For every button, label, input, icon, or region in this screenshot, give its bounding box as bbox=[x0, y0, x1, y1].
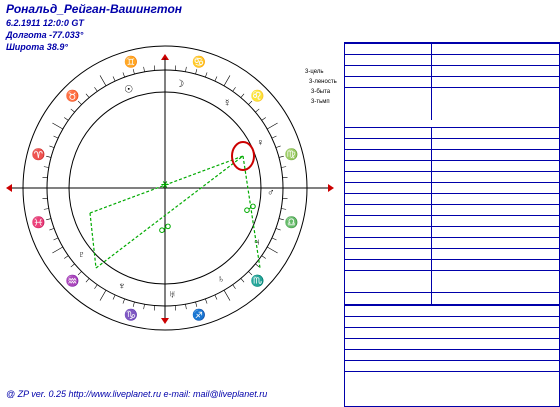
tick-mark bbox=[49, 228, 54, 230]
zodiac-sign-icon: ♐ bbox=[192, 309, 206, 322]
tick-mark bbox=[262, 117, 266, 120]
tick-mark bbox=[224, 290, 230, 300]
tick-mark bbox=[276, 228, 281, 230]
longitude: Долгота -77.033° bbox=[6, 30, 84, 40]
col-header bbox=[347, 305, 368, 306]
list-item bbox=[345, 316, 559, 317]
tick-mark bbox=[113, 77, 115, 82]
tick-mark bbox=[215, 295, 217, 300]
list-item bbox=[345, 160, 559, 161]
list-item bbox=[345, 292, 559, 305]
list-item bbox=[345, 182, 559, 183]
house-label: 3-тьмп bbox=[311, 99, 330, 105]
aspect-label: ☍ bbox=[158, 221, 172, 236]
tick-mark bbox=[46, 156, 51, 157]
section-head-planets bbox=[345, 127, 559, 128]
planet-icon: ♃ bbox=[253, 237, 261, 248]
tick-mark bbox=[52, 123, 62, 129]
list-item bbox=[345, 259, 559, 260]
tick-mark bbox=[144, 304, 145, 309]
arrow-left-icon bbox=[6, 184, 12, 192]
tick-mark bbox=[94, 87, 97, 91]
tick-mark bbox=[248, 271, 252, 275]
col-header bbox=[347, 43, 395, 44]
tick-mark bbox=[267, 123, 277, 129]
list-item bbox=[345, 54, 559, 55]
list-item bbox=[345, 171, 559, 172]
zodiac-sign-icon: ♓ bbox=[31, 216, 46, 229]
tick-mark bbox=[233, 285, 236, 289]
planet-icon: ♅ bbox=[168, 289, 177, 301]
col-header bbox=[347, 127, 382, 128]
tick-mark bbox=[133, 302, 134, 307]
house-label: 3-цель bbox=[305, 69, 324, 75]
tick-mark bbox=[123, 299, 125, 304]
tick-mark bbox=[255, 109, 259, 112]
planet-icon: ♄ bbox=[217, 273, 225, 285]
zodiac-sign-icon: ♋ bbox=[192, 56, 206, 69]
house-label: 3-леность bbox=[309, 79, 337, 85]
tick-mark bbox=[267, 247, 277, 253]
tick-mark bbox=[185, 67, 186, 72]
tick-mark bbox=[44, 167, 49, 168]
list-item bbox=[345, 371, 559, 372]
tick-mark bbox=[64, 256, 68, 259]
section-head-houses bbox=[345, 305, 559, 306]
tick-mark bbox=[279, 156, 284, 157]
tick-mark bbox=[224, 75, 230, 85]
column-divider bbox=[431, 127, 432, 305]
tick-mark bbox=[233, 87, 236, 91]
planet-icon: ♀ bbox=[256, 137, 265, 149]
tick-mark bbox=[281, 167, 286, 168]
zodiac-sign-icon: ♒ bbox=[65, 275, 80, 288]
planet-icon: ♂ bbox=[267, 187, 275, 199]
col-header bbox=[435, 127, 542, 128]
house-label: 3-быта bbox=[311, 89, 331, 95]
tick-mark bbox=[272, 238, 277, 240]
tick-mark bbox=[272, 136, 277, 138]
tick-mark bbox=[46, 219, 51, 220]
tick-mark bbox=[276, 146, 281, 148]
tick-mark bbox=[100, 75, 106, 85]
tick-mark bbox=[123, 72, 125, 77]
tick-mark bbox=[205, 72, 207, 77]
tick-mark bbox=[86, 94, 89, 98]
zodiac-sign-icon: ♈ bbox=[31, 149, 46, 162]
aspect-lines bbox=[90, 156, 260, 268]
planet-icon: ♆ bbox=[118, 280, 126, 292]
zodiac-sign-icon: ♏ bbox=[250, 275, 265, 288]
zodiac-sign-icon: ♉ bbox=[65, 90, 80, 103]
tick-mark bbox=[255, 264, 259, 267]
aspect-label: ⚹ bbox=[161, 176, 169, 191]
tick-mark bbox=[94, 285, 97, 289]
list-item bbox=[345, 270, 559, 271]
zodiac-sign-icon: ♊ bbox=[124, 56, 138, 69]
tick-mark bbox=[144, 67, 145, 72]
tick-mark bbox=[262, 256, 266, 259]
aspect-line bbox=[90, 213, 96, 268]
list-item bbox=[345, 193, 559, 194]
tick-mark bbox=[215, 77, 217, 82]
tick-mark bbox=[113, 295, 115, 300]
list-item bbox=[345, 327, 559, 328]
tick-mark bbox=[133, 69, 134, 74]
chart-title: Рональд_Рейган-Вашингтон bbox=[6, 2, 183, 16]
tick-mark bbox=[279, 219, 284, 220]
tick-mark bbox=[54, 238, 59, 240]
tick-mark bbox=[64, 117, 68, 120]
list-item bbox=[345, 226, 559, 227]
tick-mark bbox=[86, 278, 89, 282]
planet-icon: ☿ bbox=[223, 98, 232, 110]
col-header bbox=[435, 43, 493, 44]
list-item bbox=[345, 237, 559, 238]
zodiac-sign-icon: ♑ bbox=[124, 309, 138, 322]
planet-glyphs bbox=[78, 79, 275, 301]
tick-mark bbox=[241, 278, 244, 282]
zodiac-sign-icon: ♍ bbox=[284, 149, 299, 162]
tick-mark bbox=[52, 247, 62, 253]
list-item bbox=[345, 76, 559, 77]
planet-icon: ♇ bbox=[77, 249, 86, 261]
latitude: Широта 38.9° bbox=[6, 42, 68, 52]
tick-mark bbox=[196, 69, 197, 74]
astrology-wheel bbox=[0, 38, 340, 338]
tick-mark bbox=[49, 146, 54, 148]
list-item bbox=[345, 248, 559, 249]
list-item bbox=[345, 204, 559, 205]
list-item bbox=[345, 138, 559, 139]
tick-mark bbox=[71, 109, 75, 112]
planet-icon: ☽ bbox=[175, 79, 185, 91]
section-head-aspects-to bbox=[345, 43, 559, 44]
tick-mark bbox=[71, 264, 75, 267]
footer: @ ZP ver. 0.25 http://www.liveplanet.ru e-mail: mail@liveplanet.ru bbox=[6, 389, 268, 399]
arrow-down-icon bbox=[161, 318, 169, 324]
zodiac-sign-icon: ♎ bbox=[284, 216, 299, 229]
tick-mark bbox=[185, 304, 186, 309]
list-item bbox=[345, 338, 559, 339]
zodiac-sign-icon: ♌ bbox=[250, 90, 265, 103]
planet-icon: ☉ bbox=[124, 84, 134, 96]
tick-mark bbox=[241, 94, 244, 98]
tick-mark bbox=[100, 290, 106, 300]
tick-mark bbox=[44, 208, 49, 209]
tick-mark bbox=[54, 136, 59, 138]
list-item bbox=[345, 360, 559, 361]
tick-mark bbox=[205, 299, 207, 304]
birth-date: 6.2.1911 12:0:0 GT bbox=[6, 18, 84, 28]
data-panel bbox=[344, 42, 560, 407]
aspect-line bbox=[96, 156, 243, 268]
list-item bbox=[345, 87, 559, 88]
list-item bbox=[345, 149, 559, 150]
aspect-label: ☍ bbox=[243, 201, 257, 216]
tick-mark bbox=[78, 271, 82, 275]
list-item bbox=[345, 349, 559, 350]
list-item bbox=[345, 215, 559, 216]
tick-mark bbox=[196, 302, 197, 307]
arrow-right-icon bbox=[328, 184, 334, 192]
list-item bbox=[345, 65, 559, 66]
tick-mark bbox=[281, 208, 286, 209]
